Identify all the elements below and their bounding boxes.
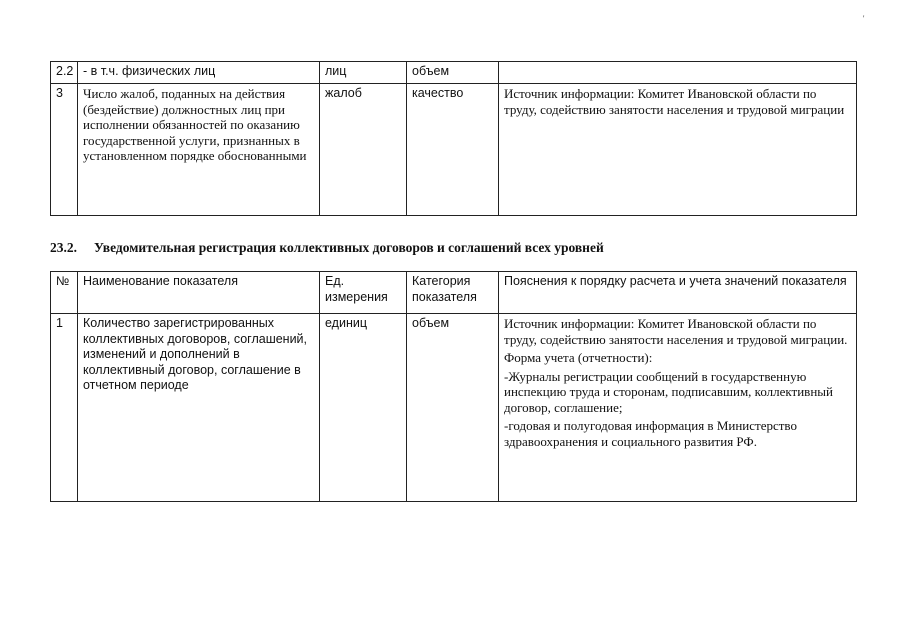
indicator-unit: единиц xyxy=(320,314,407,502)
indicator-category: объем xyxy=(407,314,499,502)
table-row xyxy=(51,84,857,216)
indicator-unit: жалоб xyxy=(320,84,407,216)
indicator-category: объем xyxy=(407,62,499,84)
indicator-name: Число жалоб, поданных на действия (бездействие) должностных лиц при исполнении обязанностей по оказанию государственной услуги, признанных в установленном порядке обоснованными xyxy=(78,84,320,216)
indicator-name: Количество зарегистрированных коллективных договоров, соглашений, изменений и дополнений в коллективный договор, соглашение в отчетном периоде xyxy=(78,314,320,502)
notes-form: Форма учета (отчетности): xyxy=(504,350,653,365)
header-notes: Пояснения к порядку расчета и учета значений показателя xyxy=(499,272,857,314)
section-heading xyxy=(50,240,870,256)
section-number: 23.2. xyxy=(50,240,77,255)
indicator-notes xyxy=(499,62,857,84)
table-row xyxy=(51,62,857,84)
indicator-name: - в т.ч. физических лиц xyxy=(78,62,320,84)
indicator-notes xyxy=(499,314,857,502)
table-row xyxy=(51,314,857,502)
indicator-notes: Источник информации: Комитет Ивановской области по труду, содействию занятости населения и трудовой миграции xyxy=(499,84,857,216)
indicators-table xyxy=(50,271,857,502)
indicator-unit: лиц xyxy=(320,62,407,84)
corner-mark: ' xyxy=(863,14,865,23)
notes-journals: -Журналы регистрации сообщений в государственную инспекцию труда и сторонам, подписавшим, коллективный договор, соглашение; xyxy=(504,368,833,415)
table-header-row xyxy=(51,272,857,314)
indicators-table-continued xyxy=(50,61,857,216)
header-num: № xyxy=(51,272,78,314)
header-name: Наименование показателя xyxy=(78,272,320,314)
indicator-category: качество xyxy=(407,84,499,216)
row-number: 1 xyxy=(51,314,78,502)
row-number: 2.2 xyxy=(51,62,78,84)
header-unit: Ед. измерения xyxy=(320,272,407,314)
section-title: Уведомительная регистрация коллективных договоров и соглашений всех уровней xyxy=(94,240,604,255)
notes-annual-info: -годовая и полугодовая информация в Министерство здравоохранения и социального развития РФ. xyxy=(504,418,797,449)
row-number: 3 xyxy=(51,84,78,216)
header-category: Категория показателя xyxy=(407,272,499,314)
notes-source: Источник информации: Комитет Ивановской области по труду, содействию занятости населения и трудовой миграции. xyxy=(504,316,848,347)
